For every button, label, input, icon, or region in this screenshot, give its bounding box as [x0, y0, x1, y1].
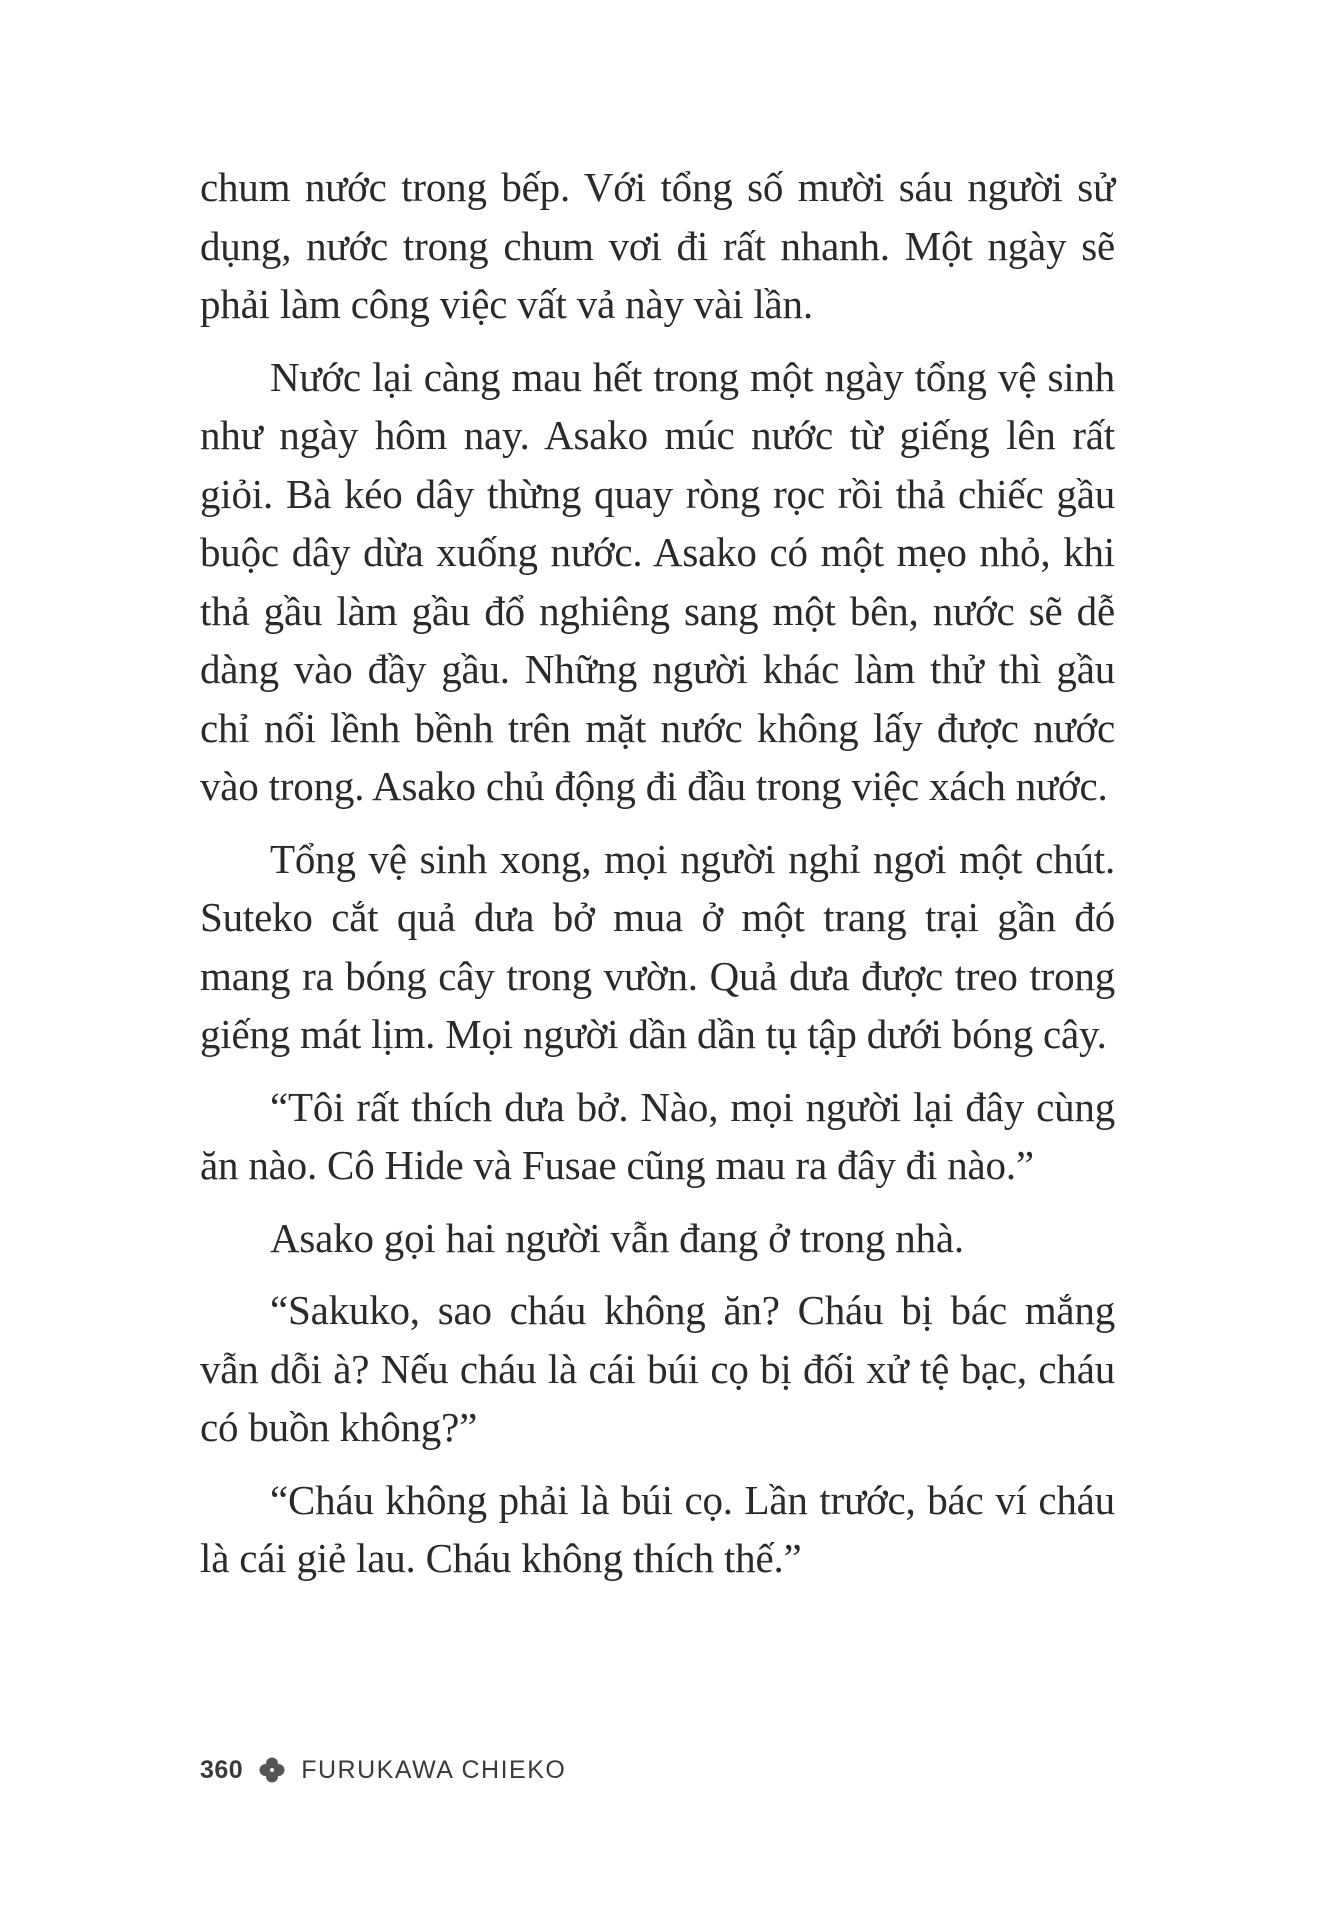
paragraph: Nước lại càng mau hết trong một ngày tổng vệ sinh như ngày hôm nay. Asako múc nước từ giếng lên rất giỏi. Bà kéo dây thừng quay ròng rọc rồi thả chiếc gầu buộc dây dừa xuống nước. Asako có một mẹo nhỏ, khi thả gầu làm gầu đổ nghiêng sang một bên, nước sẽ dễ dàng vào đầy gầu. Những người khác làm thử thì gầu chỉ nổi lềnh bềnh trên mặt nước không lấy được nước vào trong. Asako chủ động đi đầu trong việc xách nước.	[200, 353, 1115, 809]
author-name: FURUKAWA CHIEKO	[301, 1755, 567, 1784]
paragraph: Tổng vệ sinh xong, mọi người nghỉ ngơi một chút. Suteko cắt quả dưa bở mua ở một trang trại gần đó mang ra bóng cây trong vườn. Quả dưa được treo trong giếng mát lịm. Mọi người dần dần tụ tập dưới bóng cây.	[200, 835, 1115, 1057]
paragraph-continuation: chum nước trong bếp. Với tổng số mười sáu người sử dụng, nước trong chum vơi đi rất nhanh. Một ngày sẽ phải làm công việc vất vả này vài lần.	[200, 164, 1115, 327]
dialogue-paragraph: “Tôi rất thích dưa bở. Nào, mọi người lại đây cùng ăn nào. Cô Hide và Fusae cũng mau ra đây đi nào.”	[200, 1083, 1115, 1188]
clover-icon	[257, 1755, 287, 1785]
page-number: 360	[200, 1755, 244, 1784]
page-footer	[200, 1750, 566, 1790]
page-body	[200, 158, 1115, 1602]
dialogue-paragraph: “Sakuko, sao cháu không ăn? Cháu bị bác mắng vẫn dỗi à? Nếu cháu là cái búi cọ bị đối xử tệ bạc, cháu có buồn không?”	[200, 1287, 1115, 1450]
dialogue-paragraph: “Cháu không phải là búi cọ. Lần trước, bác ví cháu là cái giẻ lau. Cháu không thích thế.”	[200, 1476, 1115, 1581]
paragraph: Asako gọi hai người vẫn đang ở trong nhà.	[270, 1214, 964, 1261]
